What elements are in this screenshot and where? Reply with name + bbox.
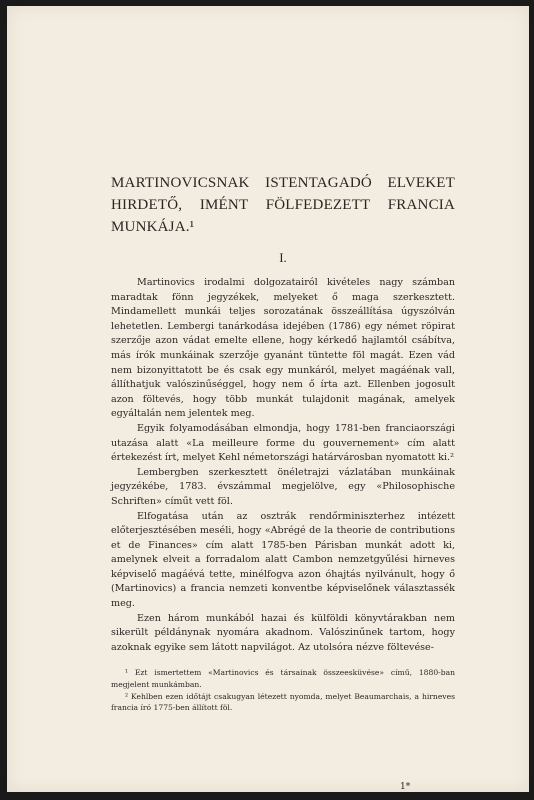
page-signature: 1* <box>400 782 411 792</box>
body-text <box>111 276 455 655</box>
paragraph: Elfogatása után az osztrák rendőrminiszterhez intézett előterjesztésében meséli, hogy «Abrégé de la theorie de contributions et de Finances» cím alatt 1785-ben Párisban munkát adott ki, amelynek elveit a forradalom alatt Cambon nemzetgyűlési hirneves képviselő magáévá tette, minélfogva azon óhajtás nyilvánult, hogy ő (Martinovics) a francia nemzeti konventbe képviselőnek választassék meg. <box>111 510 455 610</box>
chapter-title: MARTINOVICSNAK ISTENTAGADÓ ELVEKET HIRDETŐ, IMÉNT FÖLFEDEZETT FRANCIA MUNKÁJA.¹ <box>111 175 455 235</box>
paragraph: Martinovics irodalmi dolgozatairól kivételes nagy számban maradtak fönn jegyzékek, melyeket ő maga szerkesztett. Mindamellett munkái teljes sorozatának összeállítása úgyszólván lehetetlen. Lembergi tanárkodása idejében (1786) egy német röpirat szerzője azon vádat emelte ellene, hogy kérkedő hajlamtól csábítva, más írók munkáinak szerzője gyanánt tüntette föl magát. Ezen vád nem bizonyittatott be és csak egy munkáról, melyet magáénak vall, állíthatjuk valószinűséggel, hogy nem ő írta azt. Ellenben jogosult azon föltevés, hogy több munkát tulajdonit magának, amelyek egyáltalán nem jelentek meg. <box>111 277 455 420</box>
footnote: ¹ Ezt ismertettem «Martinovics és társainak összeesküvése» című, 1880-ban megjelent munkámban. <box>111 668 455 690</box>
paragraph: Ezen három munkából hazai és külföldi könyvtárakban nem sikerült példánynak nyomára akadnom. Valószinűnek tartom, hogy azoknak egyike sem látott napvilágot. Az utolsóra nézve föltevése- <box>111 612 455 653</box>
section-number: I. <box>279 250 287 265</box>
footnotes <box>111 667 455 713</box>
paragraph: Egyik folyamodásában elmondja, hogy 1781-ben franciaországi utazása alatt «La meilleure forme du gouvernement» cím alatt értekezést írt, melyet Kehl németországi határvárosban nyomatott ki.² <box>111 422 455 464</box>
paragraph: Lembergben szerkesztett önéletrajzi vázlatában munkáinak jegyzékébe, 1783. évszámmal megjelölve, egy «Philosophische Schriften» címűt vett föl. <box>111 466 455 507</box>
document-page <box>7 6 529 792</box>
footnote: ² Kehlben ezen időtájt csakugyan létezett nyomda, melyet Beaumarchais, a hirneves francia író 1775-ben állított föl. <box>111 691 455 713</box>
page-content <box>111 172 455 714</box>
